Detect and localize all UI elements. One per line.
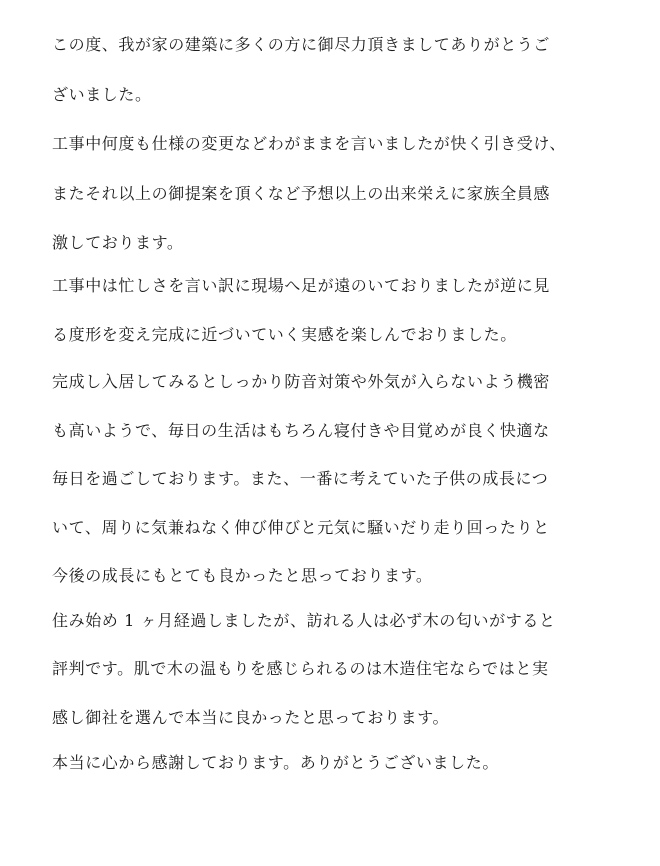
letter-line: 今後の成長にもとても良かったと思っております。 xyxy=(52,566,433,585)
letter-line: 感し御社を選んで本当に良かったと思っております。 xyxy=(52,708,450,727)
letter-line: 激しております。 xyxy=(52,233,184,252)
letter-line: 完成し入居してみるとしっかり防音対策や外気が入らないよう機密 xyxy=(52,372,551,391)
letter-line: 評判です。肌で木の温もりを感じられるのは木造住宅ならではと実 xyxy=(52,659,549,678)
letter-line: 毎日を過ごしております。また、一番に考えていた子供の成長につ xyxy=(52,469,549,488)
letter-line: る度形を変え完成に近づいていく実感を楽しんでおりました。 xyxy=(52,325,517,344)
letter-line: 本当に心から感謝しております。ありがとうございました。 xyxy=(52,753,499,772)
letter-line: 工事中何度も仕様の変更などわがままを言いましたが快く引き受け、 xyxy=(52,134,566,153)
letter-line: いて、周りに気兼ねなく伸び伸びと元気に騒いだり走り回ったりと xyxy=(52,518,550,537)
letter-line: この度、我が家の建築に多くの方に御尽力頂きましてありがとうご xyxy=(52,35,551,54)
letter-line: ざいました。 xyxy=(52,85,152,104)
letter-line: 工事中は忙しさを言い訳に現場へ足が遠のいておりましたが逆に見 xyxy=(52,276,551,295)
letter-line: 住み始め 1 ヶ月経過しましたが、訪れる人は必ず木の匂いがすると xyxy=(52,611,556,630)
letter-line: も高いようで、毎日の生活はもちろん寝付きや目覚めが良く快適な xyxy=(52,421,550,440)
letter-line: またそれ以上の御提案を頂くなど予想以上の出来栄えに家族全員感 xyxy=(52,184,551,203)
